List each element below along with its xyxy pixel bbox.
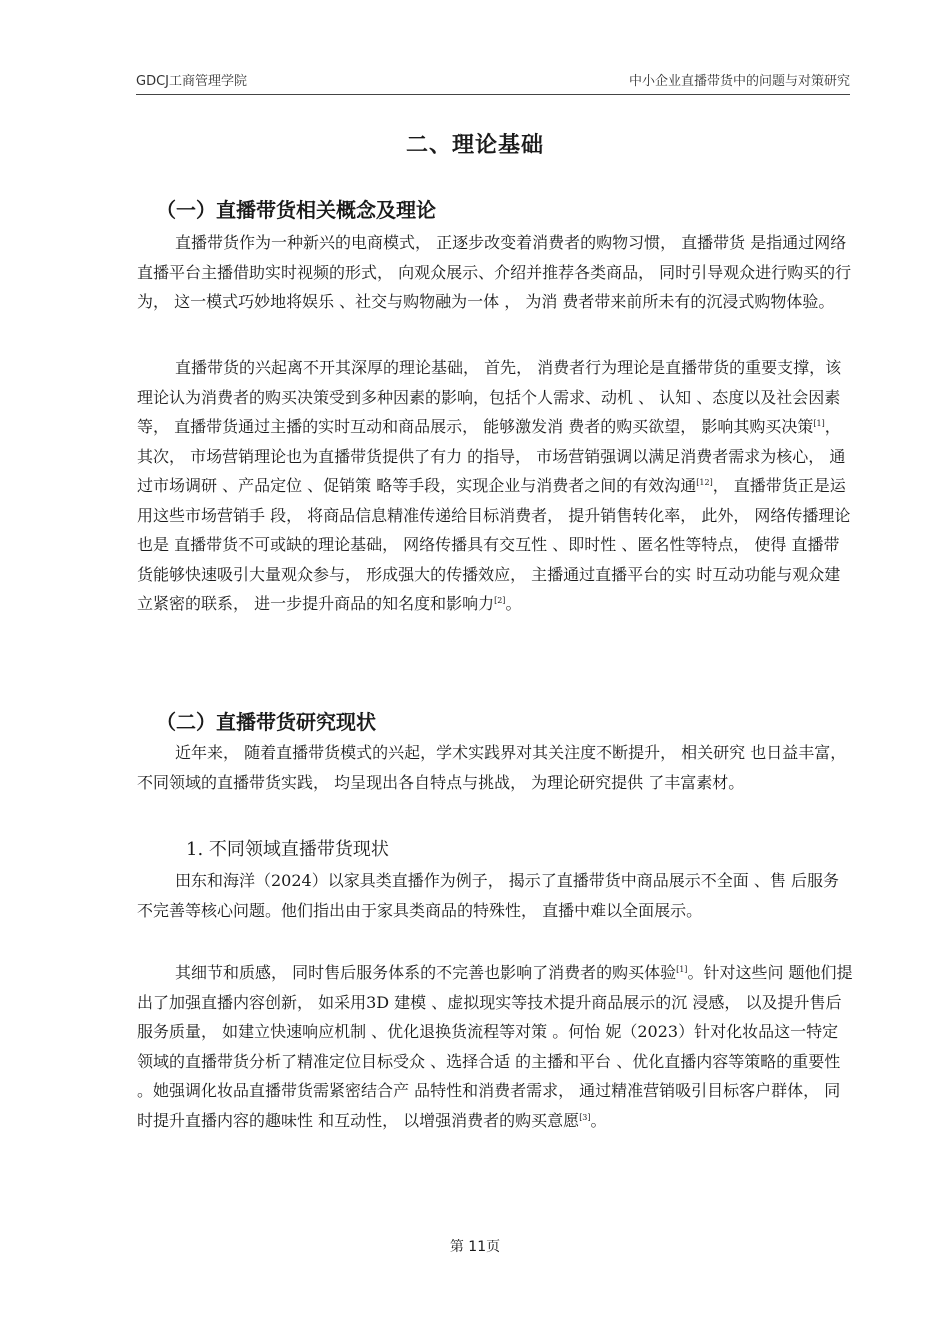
citation-ref: [12] <box>696 478 713 487</box>
section-title-concepts: （一）直播带货相关概念及理论 <box>156 198 436 222</box>
citation-ref: [3] <box>579 1112 591 1122</box>
cosmetics-text-a: 其细节和质感， 同时售后服务体系的不完善也影响了消费者的购买体验 <box>175 963 677 982</box>
header-institution: GDCJ工商管理学院 <box>136 74 247 89</box>
section-title-research-status: （二）直播带货研究现状 <box>156 710 376 734</box>
paragraph-research-intro: 近年来， 随着直播带货模式的兴起，学术实践界对其关注度不断提升， 相关研究 也日益丰富， 不同领域的直播带货实践， 均呈现出各自特点与挑战， 为理论研究提供 了丰富素材。 <box>137 743 847 792</box>
theory-text-d: 。 <box>505 594 522 613</box>
theory-text-a: 直播带货的兴起离不开其深厚的理论基础， 首先， 消费者行为理论是直播带货的重要支撑，该理论认为消费者的购买决策受到多种因素的影响，包括个人需求、动机 、 认知 、态度以及社会因素等， 直播带货通过主播的实时互动和商品展示， 能够激发消 费者的购买欲望， 影响其购买决策 <box>137 358 842 436</box>
cosmetics-text-b: 。针对这些问 题他们提出了加强直播内容创新， 如采用3D 建模 、虚拟现实等技术提升商品展示的沉 浸感， 以及提升售后服务质量， 如建立快速响应机制 、优化退换货流程等对策 。何怡 妮（2023）针对化妆品这一特定领域的直播带货分析了精准定位目标受众 、选择合适 的主播和平台 、优化直播内容等策略的重要性 。她强调化妆品直播带货需紧密结合产 品特性和消费者需求， 通过精准营销吸引目标客户群体， 同时提升直播内容的趣味性 和互动性， 以增强消费者的购买意愿 <box>137 963 853 1130</box>
theory-text-b: ， 其次， 市场营销理论也为直播带货提供了有力 的指导， 市场营销强调以满足消费者需求为核心， 通过市场调研 、产品定位 、促销策 略等手段，实现企业与消费者之间的有效沟通 <box>137 417 846 495</box>
paragraph-furniture: 田东和海洋（2024）以家具类直播作为例子， 揭示了直播带货中商品展示不全面 、售 后服务不完善等核心问题。他们指出由于家具类商品的特殊性， 直播中难以全面展示。 <box>137 871 839 920</box>
citation-ref: [1] <box>676 965 688 974</box>
chapter-title: 二、理论基础 <box>405 133 544 158</box>
page-number: 第 11页 <box>449 1239 501 1255</box>
theory-text-c: ， 直播带货正是运用这些市场营销手 段， 将商品信息精准传递给目标消费者， 提升销售转化率， 此外， 网络传播理论也是 直播带货不可或缺的理论基础， 网络传播具有交互性 、即时性 、匿名性等特点， 使得 直播带货能够快速吸引大量观众参与， 形成强大的传播效应， 主播通过直播平台的实 时互动功能与观众建立紧密的联系， 进一步提升商品的知名度和影响力 <box>137 476 851 613</box>
paragraph-definition: 直播带货作为一种新兴的电商模式， 正逐步改变着消费者的购物习惯， 直播带货 是指通过网络直播平台主播借助实时视频的形式， 向观众展示、介绍并推荐各类商品， 同时引导观众进行购买的行为， 这一模式巧妙地将娱乐 、社交与购物融为一体 ， 为消 费者带来前所未有的沉浸式购物体验。 <box>137 233 852 311</box>
subsection-title-fields: 1. 不同领域直播带货现状 <box>186 839 389 860</box>
citation-ref: [1] <box>813 419 825 428</box>
cosmetics-text-c: 。 <box>590 1110 607 1130</box>
paragraph-cosmetics <box>137 958 853 1135</box>
paragraph-theory <box>137 353 853 619</box>
header-thesis-title: 中小企业直播带货中的问题与对策研究 <box>628 74 850 89</box>
citation-ref: [2] <box>494 596 506 605</box>
page-header <box>136 64 850 95</box>
